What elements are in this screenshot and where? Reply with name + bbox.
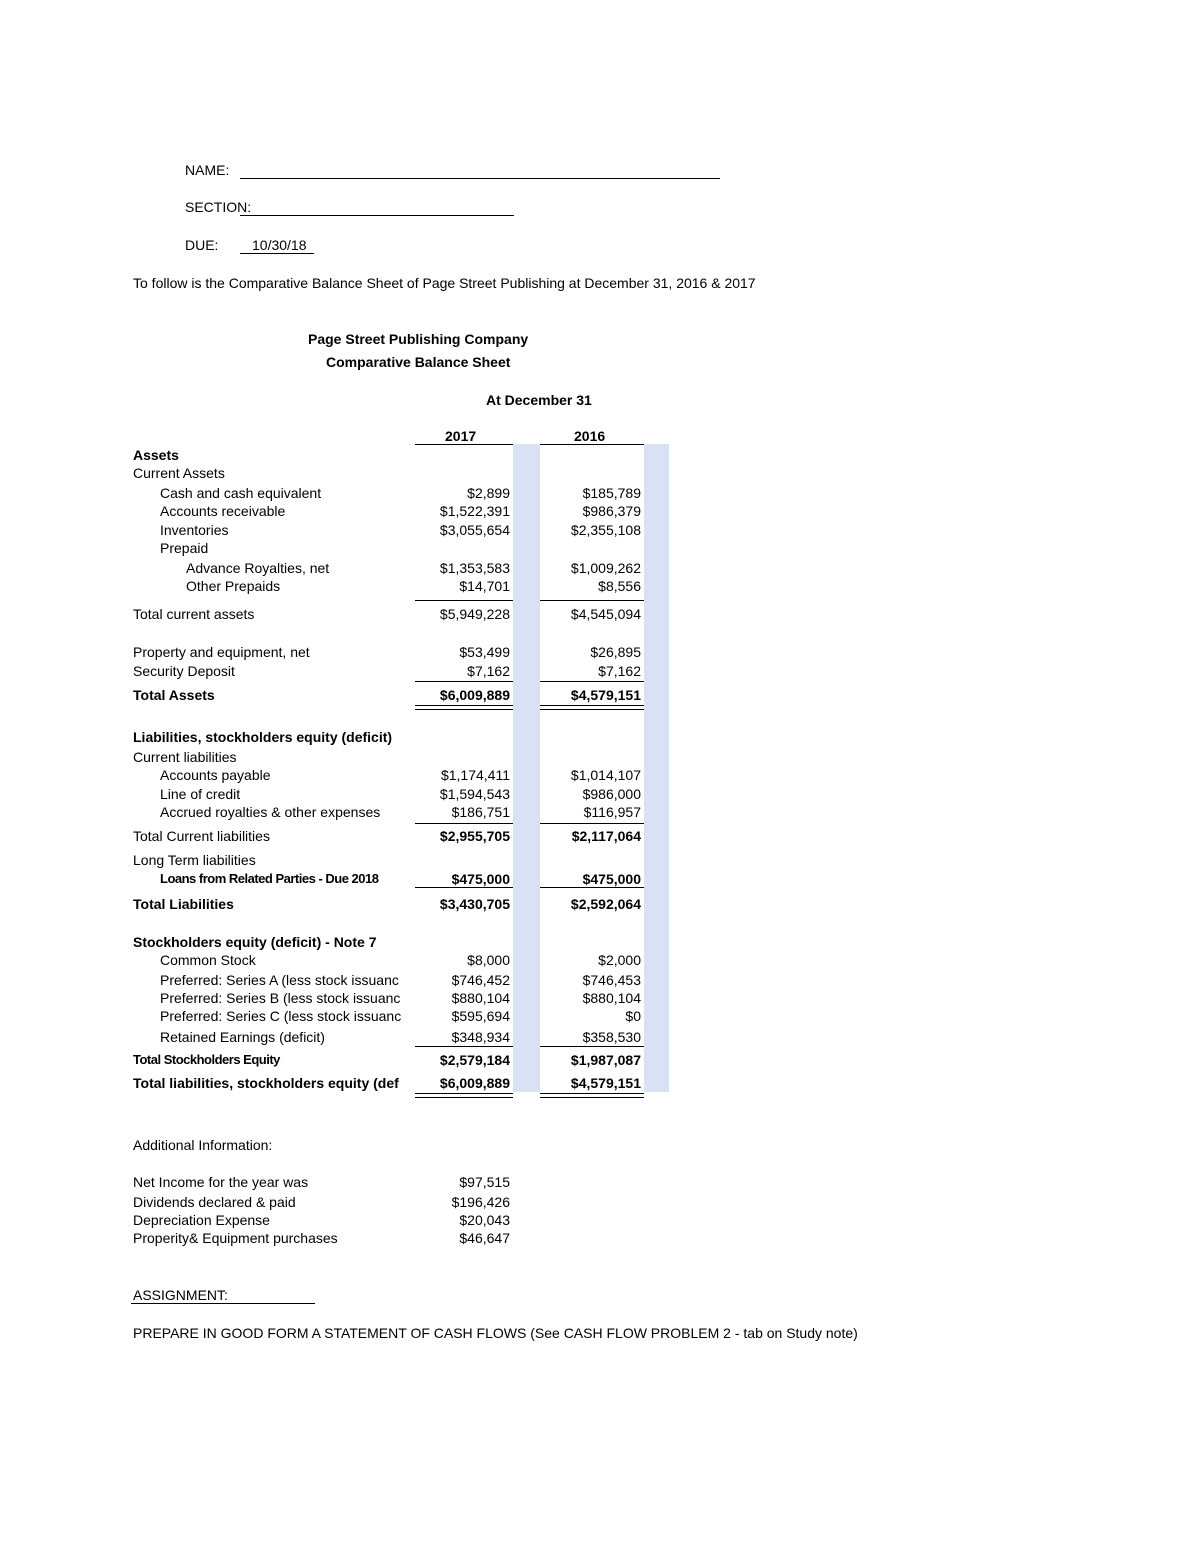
row-label: Total Stockholders Equity — [133, 1052, 280, 1067]
value-2017: $1,174,411 — [440, 767, 510, 783]
value-2016: $4,545,094 — [570, 606, 641, 622]
company-name: Page Street Publishing Company — [308, 331, 529, 347]
current-assets-heading: Current Assets — [133, 465, 225, 481]
prepaid-heading: Prepaid — [160, 540, 209, 556]
value-2016: $986,000 — [582, 786, 641, 802]
additional-value: $46,647 — [459, 1230, 510, 1246]
value-2016: $2,592,064 — [570, 896, 641, 912]
header-rule-2016 — [540, 444, 644, 445]
subtotal-rule-2017 — [415, 600, 513, 601]
assets-heading: Assets — [133, 447, 179, 463]
value-2016: $4,579,151 — [570, 1075, 641, 1091]
value-2017: $595,694 — [451, 1008, 510, 1024]
subtotal-rule-2016 — [540, 681, 644, 682]
row-label: Preferred: Series C (less stock issuanc — [160, 1008, 402, 1024]
assignment-text: PREPARE IN GOOD FORM A STATEMENT OF CASH FLOWS (See CASH FLOW PROBLEM 2 - tab on Study note) — [133, 1325, 858, 1341]
value-2017: $14,701 — [459, 578, 510, 594]
assignment-underline — [131, 1303, 315, 1304]
row-label: Total Liabilities — [133, 896, 234, 912]
row-label: Net Income for the year was — [133, 1174, 309, 1190]
equity-heading: Stockholders equity (deficit) - Note 7 — [133, 934, 377, 950]
value-2016: $880,104 — [582, 990, 641, 1006]
sheet-title: Comparative Balance Sheet — [326, 354, 511, 370]
value-2016: $1,987,087 — [570, 1052, 641, 1068]
due-underline — [240, 253, 314, 254]
name-label: NAME: — [185, 162, 230, 178]
value-2017: $8,000 — [467, 952, 510, 968]
total-rule-2017 — [415, 1093, 513, 1098]
row-label: Line of credit — [160, 786, 241, 802]
row-label: Accounts receivable — [160, 503, 286, 519]
value-2016: $116,957 — [583, 804, 641, 820]
value-2017: $1,522,391 — [439, 503, 510, 519]
value-2016: $8,556 — [598, 578, 641, 594]
total-rule-2016 — [540, 1093, 644, 1098]
value-2016: $746,453 — [582, 972, 641, 988]
row-label: Common Stock — [160, 952, 256, 968]
value-2016: $4,579,151 — [570, 687, 641, 703]
long-term-heading: Long Term liabilities — [133, 852, 256, 868]
row-label: Advance Royalties, net — [186, 560, 330, 576]
row-label: Retained Earnings (deficit) — [160, 1029, 325, 1045]
liabilities-heading: Liabilities, stockholders equity (deficit) — [133, 729, 393, 745]
row-label: Properity& Equipment purchases — [133, 1230, 338, 1246]
value-2016: $358,530 — [582, 1029, 641, 1045]
assignment-label: ASSIGNMENT: — [133, 1287, 228, 1303]
additional-heading: Additional Information: — [133, 1137, 273, 1153]
row-label: Cash and cash equivalent — [160, 485, 322, 501]
value-2016: $1,014,107 — [570, 767, 641, 783]
row-label: Preferred: Series B (less stock issuanc — [160, 990, 401, 1006]
row-label: Total Assets — [133, 687, 215, 703]
row-label: Accounts payable — [160, 767, 271, 783]
row-label: Total Current liabilities — [133, 828, 270, 844]
shade-column-2017 — [513, 444, 540, 1092]
value-2017: $348,934 — [451, 1029, 510, 1045]
value-2017: $475,000 — [451, 871, 510, 887]
value-2016: $2,000 — [598, 952, 641, 968]
value-2017: $6,009,889 — [439, 1075, 510, 1091]
period-label: At December 31 — [486, 392, 592, 408]
subtotal-rule-2017 — [415, 823, 513, 824]
row-label: Other Prepaids — [186, 578, 281, 594]
row-label: Total current assets — [133, 606, 255, 622]
value-2016: $26,895 — [590, 644, 641, 660]
shade-column-2016 — [644, 444, 669, 1092]
value-2016: $0 — [625, 1008, 641, 1024]
value-2017: $3,055,654 — [439, 522, 510, 538]
subtotal-rule-2017 — [415, 681, 513, 682]
value-2016: $475,000 — [582, 871, 641, 887]
section-label: SECTION: — [185, 199, 252, 215]
value-2017: $53,499 — [459, 644, 510, 660]
due-value: 10/30/18 — [252, 237, 307, 253]
additional-value: $97,515 — [459, 1174, 510, 1190]
row-label: Accrued royalties & other expenses — [160, 804, 381, 820]
value-2017: $2,955,705 — [439, 828, 510, 844]
column-header-2016: 2016 — [574, 428, 606, 444]
value-2017: $1,353,583 — [439, 560, 510, 576]
value-2016: $2,117,064 — [571, 828, 641, 844]
due-label: DUE: — [185, 237, 219, 253]
name-field[interactable] — [240, 178, 720, 179]
additional-value: $20,043 — [459, 1212, 510, 1228]
row-label: Preferred: Series A (less stock issuanc — [160, 972, 399, 988]
value-2016: $185,789 — [582, 485, 641, 501]
value-2017: $186,751 — [451, 804, 510, 820]
subtotal-rule-2017 — [415, 1046, 513, 1047]
row-label: Depreciation Expense — [133, 1212, 270, 1228]
row-label: Loans from Related Parties - Due 2018 — [160, 871, 379, 886]
value-2017: $6,009,889 — [439, 687, 510, 703]
value-2017: $880,104 — [451, 990, 510, 1006]
value-2016: $2,355,108 — [570, 522, 641, 538]
current-liabilities-heading: Current liabilities — [133, 749, 237, 765]
row-label: Dividends declared & paid — [133, 1194, 296, 1210]
row-label: Total liabilities, stockholders equity (def — [133, 1075, 399, 1091]
value-2016: $1,009,262 — [570, 560, 641, 576]
header-rule-2017 — [415, 444, 513, 445]
subtotal-rule-2017 — [415, 887, 513, 888]
column-header-2017: 2017 — [445, 428, 477, 444]
subtotal-rule-2016 — [540, 600, 644, 601]
row-label: Inventories — [160, 522, 229, 538]
value-2017: $2,899 — [467, 485, 510, 501]
value-2017: $1,594,543 — [439, 786, 510, 802]
value-2016: $986,379 — [582, 503, 641, 519]
total-rule-2016 — [540, 705, 644, 710]
row-label: Property and equipment, net — [133, 644, 310, 660]
additional-value: $196,426 — [451, 1194, 510, 1210]
value-2017: $746,452 — [451, 972, 510, 988]
value-2017: $3,430,705 — [439, 896, 510, 912]
value-2017: $5,949,228 — [439, 606, 510, 622]
subtotal-rule-2016 — [540, 823, 644, 824]
total-rule-2017 — [415, 705, 513, 710]
intro-text: To follow is the Comparative Balance Sheet of Page Street Publishing at December 31, 2016 & 2017 — [133, 275, 756, 291]
section-field[interactable] — [240, 215, 514, 216]
value-2016: $7,162 — [598, 663, 641, 679]
value-2017: $2,579,184 — [439, 1052, 510, 1068]
value-2017: $7,162 — [467, 663, 510, 679]
subtotal-rule-2016 — [540, 1046, 644, 1047]
row-label: Security Deposit — [133, 663, 235, 679]
subtotal-rule-2016 — [540, 887, 644, 888]
